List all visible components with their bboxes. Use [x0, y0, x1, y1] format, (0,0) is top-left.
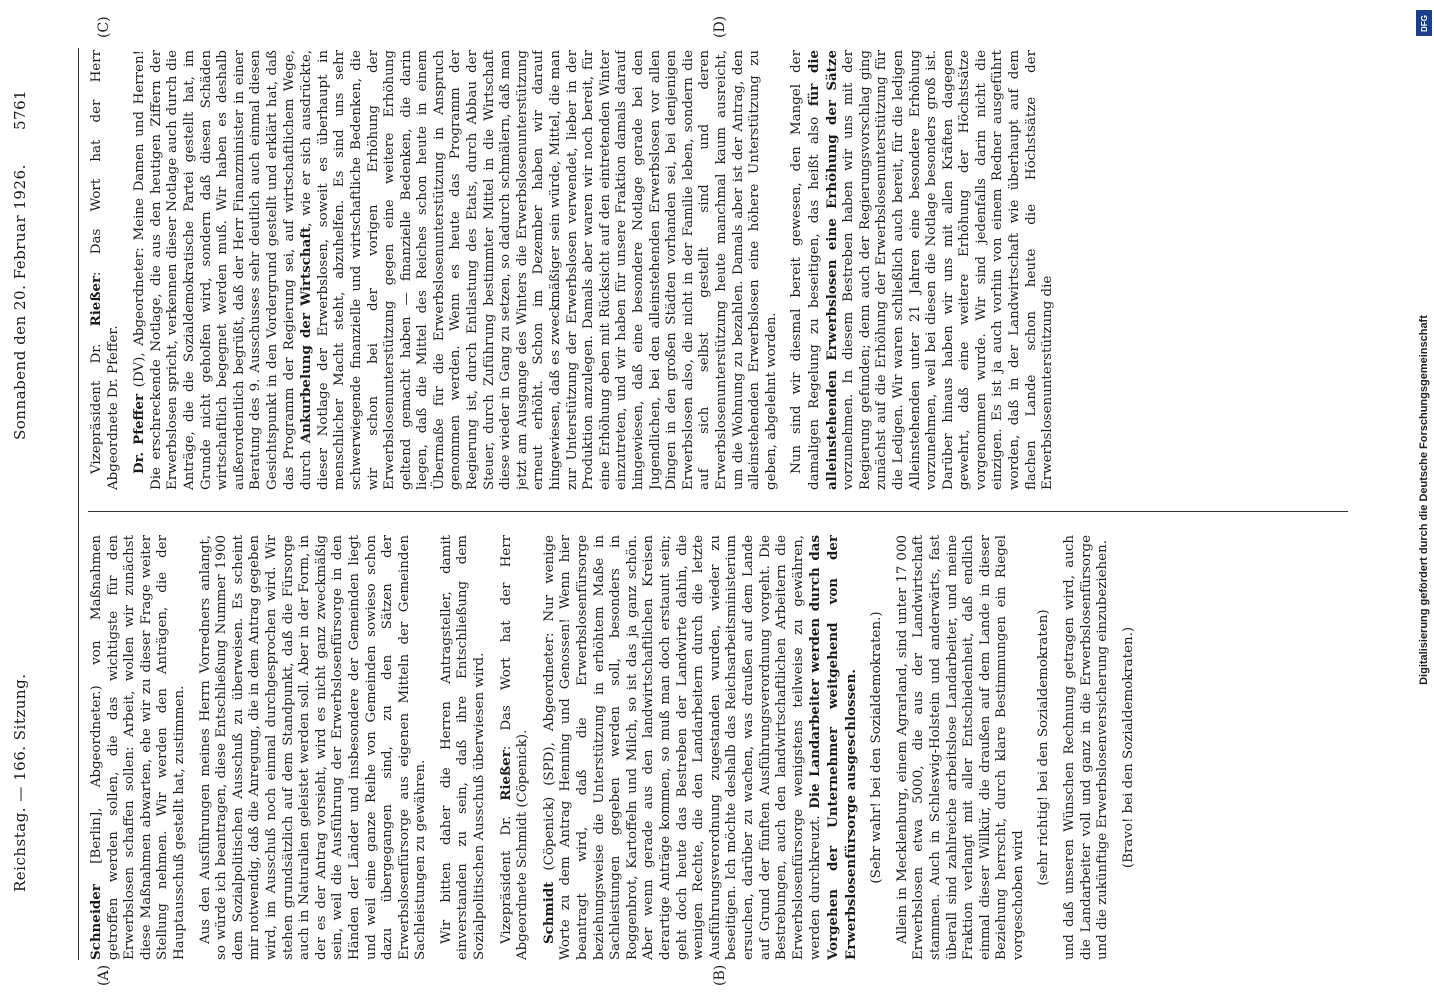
margin-mark-d: (D): [712, 15, 728, 38]
paragraph: [541, 535, 860, 960]
paragraph: [131, 50, 780, 490]
margin-mark-a: (A): [96, 964, 112, 986]
paragraph: und daß unseren Wünschen Rechnung getragen wird, auch die Landarbeiter voll und ganz in die Erwerbslosenfürsorge und die zukünftige Erwerbslosenversicherung einzubeziehen.: [1062, 535, 1111, 960]
interjection: (Sehr wahr! bei den Sozialdemokraten.): [869, 611, 885, 884]
margin-mark-b: (B): [712, 964, 728, 986]
interjection: (sehr richtig! bei den Sozialdemokraten): [1036, 609, 1052, 886]
speaker-name: Schneider: [88, 884, 104, 960]
paragraph: Allein in Mecklenburg, einem Agrarland, sind unter 17 000 Erwerbslosen etwa 5000, die aus der Landwirtschaft stammen. Auch in Schleswig-Holstein und anderwärts, fast überall sind zahlreiche arbeitslose Landarbeiter, und meine Fraktion verlangt mit aller Entschiedenheit, daß endlich einmal dieser Willkür, die draußen auf dem Lande in dieser Beziehung herrscht, durch klare Bestimmungen ein Riegel vorgeschoben wird: [894, 535, 1026, 960]
paragraph: [789, 50, 1057, 490]
paragraph: Wir bitten daher die Herren Antragsteller, damit einverstanden zu sein, daß ihre Entschließung dem Sozialpolitischen Ausschuß überwiesen wird.: [438, 535, 488, 960]
header-rule: [78, 48, 79, 960]
digitization-note-text: Digitalisierung gefördert durch die Deutsche Forschungsgemeinschaft: [1418, 315, 1431, 685]
paragraph-text: , wie er sich ausdrückte, dieser Notlage der Erwerbslosen, soweit es überhaupt in menschlicher Macht steht, abzuhelfen. Es sind uns sehr schwerwiegende finanzielle und wirtschaftliche Bedenken, die wir schon bei der vorigen Erhöhung der Erwerbslosenunterstützung gegen eine weitere Erhöhung geltend gemacht haben — finanzielle Bedenken, die darin liegen, daß die Mittel des Reiches schon heute in einem Übermaße für die Erwerbslosenunterstützung in Anspruch genommen werden. Wenn es heute das Programm der Regierung ist, durch Entlastung des Etats, durch Abbau der Steuer, durch Zuführung bestimmter Mittel in die Wirtschaft diese wieder in Gang zu setzen, so dadurch schmälern, daß man jetzt am Ausgange des Winters die Erwerbslosenunterstützung erneut erhöht. Schon im Dezember haben wir darauf hingewiesen, daß es zweckmäßiger sein würde, Mittel, die man zur Unterstützung der Erwerbslosen verwendet, lieber in der Produktion anzulegen. Damals aber waren wir noch bereit, für eine Erhöhung eben mit Rücksicht auf den eintretenden Winter einzutreten, und wir haben für unsere Fraktion damals darauf hingewiesen, daß eine besondere Notlage gerade bei den Jugendlichen, bei den alleinstehenden Erwerbslosen vor allen Dingen in den großen Städten vorhanden sei, bei denjenigen Erwerbslosen also, die nicht in der Familie leben, sondern die auf sich selbst gestellt sind und deren Erwerbslosenunterstützung heute manchmal kaum ausreicht, um die Wohnung zu bezahlen. Damals aber ist der Antrag, den alleinstehenden Erwerbslosen eine höhere Unterstützung zu geben, abgelehnt worden.: [299, 50, 779, 490]
paragraph: [88, 535, 189, 960]
emphasis-text: für die alleinstehenden Erwerbslosen eine Erhöhung der Sätze: [805, 50, 840, 490]
paragraph-text: (DV), Abgeordneter: Meine Damen und Herren! Die erschreckende Notlage, die aus den heutigen Ziffern der Erwerbslosen spricht, verkennen dieser Notlage auch durch die Anträge, die die Sozialdemokratische Partei gestellt hat, im Grunde nicht geholfen wird, sondern daß diesen Schäden wirtschaftlich begegnet werden muß. Wir haben es deshalb außerordentlich begrüßt, daß der Herr Finanzminister in einer Beratung des 9. Ausschusses sehr deutlich auch einmal diesen Gesichtspunkt in den Vordergrund gestellt und erklärt hat, daß das Programm der Regierung sei, auf wirtschaftlichem Wege, durch: [132, 50, 315, 490]
paragraph-text: : Das Wort hat der Herr Abgeordnete Schmidt (Cöpenick).: [498, 535, 531, 960]
right-column: [88, 50, 1418, 490]
header-left: Reichstag. — 166. Sitzung.: [11, 673, 29, 892]
chair-name: Rießer: [497, 750, 514, 801]
left-column: [88, 535, 1418, 960]
paragraph: Aus den Ausführungen meines Herrn Vorredners anlangt, so würde ich beantragen, diese Entschließung Nummer 1900 dem Sozialpolitischen Ausschuß zu überweisen. Es scheint mir notwendig, daß die Anregung, die in dem Antrag gegeben wird, im Ausschuß noch einmal durchgesprochen wird. Wir stehen grundsätzlich auf dem Standpunkt, daß die Fürsorge auch in Naturalien geleistet werden soll. Aber in der Form, in der es der Antrag vorsieht, wird es nicht ganz zweckmäßig sein, weil die Ausführung der Erwerbslosenfürsorge in den Händen der Länder und insbesondere der Gemeinden liegt und weil eine ganze Reihe von Gemeinden sowieso schon dazu übergegangen sind, zu den Sätzen der Erwerbslosenfürsorge aus eigenen Mitteln der Gemeinden Sachleistungen zu gewähren.: [197, 535, 429, 960]
paragraph: [498, 535, 532, 960]
paragraph-text: (Cöpenick) (SPD), Abgeordneter: Nur wenige Worte zu dem Antrag Henning und Genossen! Wenn hier beantragt wird, daß die Erwerbslosenfürsorge beziehungsweise die Unterstützung in erhöhtem Maße in Sachleistungen gegeben werden soll, besonders in Roggenbrot, Kartoffeln und Milch, so ist das ja ganz schön. Aber wenn gerade aus den landwirtschaftlichen Kreisen derartige Anträge kommen, so muß man doch erstaunt sein; geht doch heute das Bestreben der Landwirte dahin, die wenigen Rechte, die den Landarbeitern durch die letzte Ausführungsverordnung zugestanden wurden, wieder zu beseitigen. Ich möchte deshalb das Reichsarbeitsministerium ersuchen, darüber zu wachen, was draußen auf dem Lande auf Grund der fünften Ausführungsverordnung vorgeht. Die Bestrebungen, auch den landwirtschaftlichen Arbeitern die Erwerbslosenfürsorge wenigstens teilweise zu gewähren, werden durchkreuzt.: [541, 535, 824, 960]
paragraph-text: : Das Wort hat der Herr Abgeordnete Dr. Pfeffer.: [89, 50, 121, 490]
paragraph-text: vorzunehmen. In diesem Bestreben haben wir uns mit der Regierung gefunden; denn auch der Regierungsvorschlag ging zunächst auf die Erhöhung der Erwerbslosenunterstützung für die Ledigen. Wir waren schließlich auch bereit, für die ledigen Alleinstehenden unter 21 Jahren eine besondere Erhöhung vorzunehmen, weil bei diesen die Notlage besonders groß ist. Darüber hinaus haben wir uns mit allen Kräften dagegen gewehrt, daß eine weitere Erhöhung der Höchstsätze vorgenommen wurde. Wir sind jedenfalls darin nicht die einzigen. Es ist ja auch vorhin von einem Redner ausgeführt worden, daß in der Landwirtschaft wie überhaupt auf dem flachen Lande schon heute die Höchstsätze der Erwerbslosenunterstützung die: [841, 50, 1056, 490]
paragraph-text: [Berlin], Abgeordneter.) von Maßnahmen getroffen werden sollen, die das wichtigste für den Erwerbslosen schaffen sollen: Arbeit, wollen wir zunächst diese Maßnahmen abwarten, ehe wir zu dieser Frage weiter Stellung nehmen. Wir werden den Anträgen, die der Hauptausschuß gestellt hat, zustimmen.: [89, 535, 187, 960]
margin-mark-c: (C): [96, 16, 112, 38]
emphasis-text: Ankurbelung der Wirtschaft: [298, 226, 315, 451]
speaker-name: Schmidt: [540, 881, 557, 944]
emphasis-text: Die Landarbeiter werden durch das Vorgehen der Unternehmer weitgehend von der Erwerbslosenfürsorge ausgeschlossen.: [807, 535, 859, 960]
column-rule: [88, 511, 1348, 512]
digitization-note: [1414, 0, 1434, 1000]
header-right: Sonnabend den 20. Februar 1926.: [11, 164, 29, 440]
chair-label: Vizepräsident Dr.: [498, 800, 514, 944]
dfg-logo-text: DFG: [1419, 14, 1429, 32]
paragraph-text: Nun sind wir diesmal bereit gewesen, den Mangel der damaligen Regelung zu beseitigen, das heißt also: [789, 50, 822, 490]
chair-label: Vizepräsident Dr.: [89, 326, 104, 474]
speaker-name: Dr. Pfeffer: [131, 393, 148, 474]
dfg-logo: [1416, 10, 1432, 36]
paragraph: [88, 50, 122, 490]
chair-name: Rießer: [88, 275, 104, 327]
interjection: (Bravo! bei den Sozialdemokraten.): [1120, 626, 1136, 869]
page-number: 5761: [11, 89, 29, 130]
